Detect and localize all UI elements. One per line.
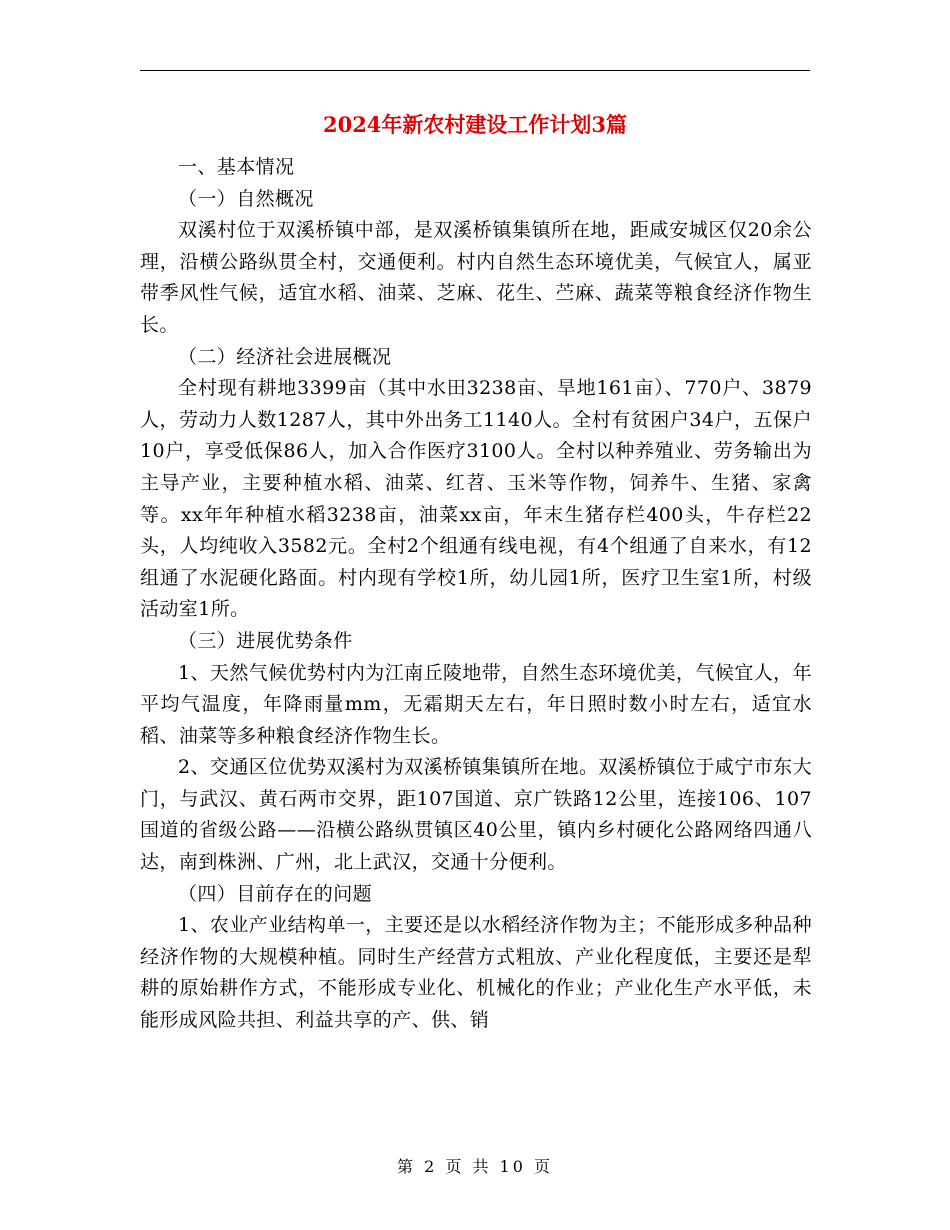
subsection-heading: （一）自然概况 <box>178 187 314 210</box>
paragraph: 1、天然气候优势村内为江南丘陵地带，自然生态环境优美，气候宜人，年平均气温度，年降雨量mm，无霜期天左右，年日照时数小时左右，适宜水稻、油菜等多种粮食经济作物生长。 <box>140 661 812 747</box>
paragraph: 双溪村位于双溪桥镇中部，是双溪桥镇集镇所在地，距咸安城区仅20余公理，沿横公路纵贯全村，交通便利。村内自然生态环境优美，气候宜人，属亚带季风性气候，适宜水稻、油菜、芝麻、花生、苎麻、蔬菜等粮食经济作物生长。 <box>140 219 812 336</box>
subsection-heading: （四）目前存在的问题 <box>178 882 373 905</box>
section-heading: 一、基本情况 <box>178 156 295 178</box>
paragraph: 全村现有耕地3399亩（其中水田3238亩、旱地161亩）、770户、3879人，劳动力人数1287人，其中外出务工1140人。全村有贫困户34户，五保户10户，享受低保86人，加入合作医疗3100人。全村以种养殖业、劳务输出为主导产业，主要种植水稻、油菜、红苕、玉米等作物，饲养牛、生猪、家禽等。xx年年种植水稻3238亩，油菜xx亩，年末生猪存栏400头，牛存栏22头，人均纯收入3582元。全村2个组通有线电视，有4个组通了自来水，有12组通了水泥硬化路面。村内现有学校1所，幼儿园1所，医疗卫生室1所，村级活动室1所。 <box>140 377 812 621</box>
header-rule <box>140 70 810 71</box>
document-body <box>140 152 812 1037</box>
page-number: 第 2 页 共 10 页 <box>397 1157 553 1176</box>
subsection-heading: （二）经济社会进展概况 <box>178 345 392 368</box>
subsection-heading: （三）进展优势条件 <box>178 629 353 652</box>
document-title: 2024年新农村建设工作计划3篇 <box>322 112 628 137</box>
paragraph: 1、农业产业结构单一，主要还是以水稻经济作物为主；不能形成多种品种经济作物的大规模种植。同时生产经营方式粗放、产业化程度低，主要还是犁耕的原始耕作方式，不能形成专业化、机械化的作业；产业化生产水平低，未能形成风险共担、利益共享的产、供、销 <box>140 914 812 1032</box>
paragraph: 2、交通区位优势双溪村为双溪桥镇集镇所在地。双溪桥镇位于咸宁市东大门，与武汉、黄石两市交界，距107国道、京广铁路12公里，连接106、107国道的省级公路——沿横公路纵贯镇区40公里，镇内乡村硬化公路网络四通八达，南到株洲、广州，北上武汉，交通十分便利。 <box>140 756 812 874</box>
